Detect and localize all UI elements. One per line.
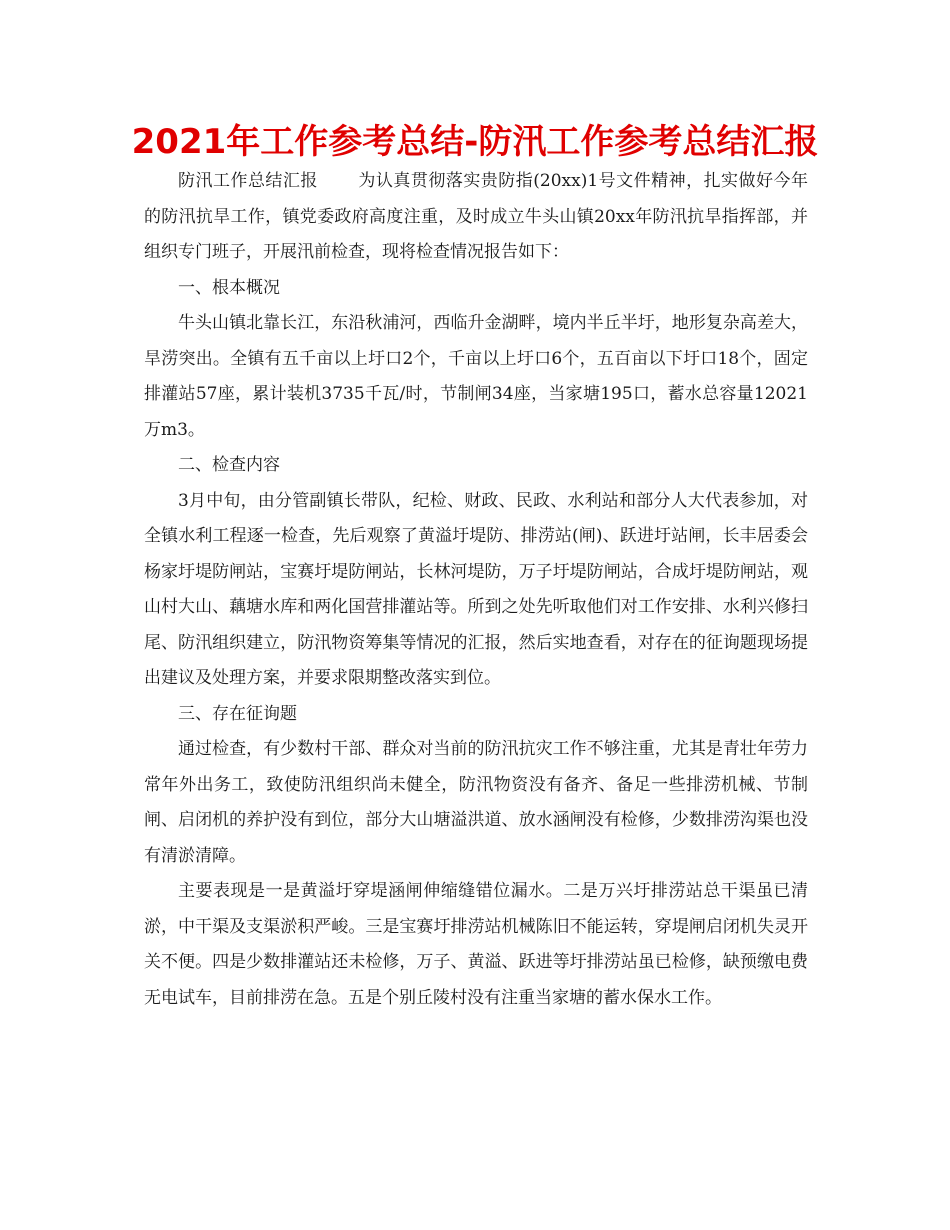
intro-text: 为认真贯彻落实贵防指(20xx)1号文件精神，扎实做好今年的防汛抗旱工作，镇党委政府高度注重，及时成立牛头山镇20xx年防汛抗旱指挥部，并组织专门班子，开展汛前检查，现将检查情况报告如下： bbox=[144, 171, 809, 262]
intro-paragraph bbox=[144, 164, 808, 271]
document-title: 2021年工作参考总结-防汛工作参考总结汇报 bbox=[131, 122, 819, 162]
section1-paragraph: 牛头山镇北靠长江，东沿秋浦河，西临升金湖畔，境内半丘半圩，地形复杂高差大，旱涝突出。全镇有五千亩以上圩口2个，千亩以上圩口6个，五百亩以下圩口18个，固定排灌站57座，累计装机3735千瓦/时，节制闸34座，当家塘195口，蓄水总容量12021万m3。 bbox=[144, 313, 808, 440]
section3-heading: 三、存在征询题 bbox=[178, 703, 297, 724]
section1-heading: 一、根本概况 bbox=[178, 277, 280, 298]
section3-paragraph-2: 主要表现是一是黄溢圩穿堤涵闸伸缩缝错位漏水。二是万兴圩排涝站总干渠虽已清淤，中干渠及支渠淤积严峻。三是宝赛圩排涝站机械陈旧不能运转，穿堤闸启闭机失灵开关不便。四是少数排灌站还未检修，万子、黄溢、跃进等圩排涝站虽已检修，缺预缴电费无电试车，目前排涝在急。五是个别丘陵村没有注重当家塘的蓄水保水工作。 bbox=[144, 881, 808, 1008]
document-body bbox=[144, 164, 808, 1016]
section3-paragraph: 通过检查，有少数村干部、群众对当前的防汛抗灾工作不够注重，尤其是青壮年劳力常年外出务工，致使防汛组织尚未健全，防汛物资没有备齐、备足一些排涝机械、节制闸、启闭机的养护没有到位，部分大山塘溢洪道、放水涵闸没有检修，少数排涝沟渠也没有清淤清障。 bbox=[144, 739, 808, 866]
section2-heading: 二、检查内容 bbox=[178, 455, 280, 475]
intro-label: 防汛工作总结汇报 bbox=[178, 171, 318, 191]
section2-paragraph: 3月中旬，由分管副镇长带队，纪检、财政、民政、水利站和部分人大代表参加，对全镇水利工程逐一检查，先后观察了黄溢圩堤防、排涝站(闸)、跃进圩站闸，长丰居委会杨家圩堤防闸站，宝赛圩堤防闸站，长林河堤防，万子圩堤防闸站，合成圩堤防闸站，观山村大山、藕塘水库和两化国营排灌站等。所到之处先听取他们对工作安排、水利兴修扫尾、防汛组织建立，防汛物资筹集等情况的汇报，然后实地查看，对存在的征询题现场提出建议及处理方案，并要求限期整改落实到位。 bbox=[144, 490, 808, 688]
